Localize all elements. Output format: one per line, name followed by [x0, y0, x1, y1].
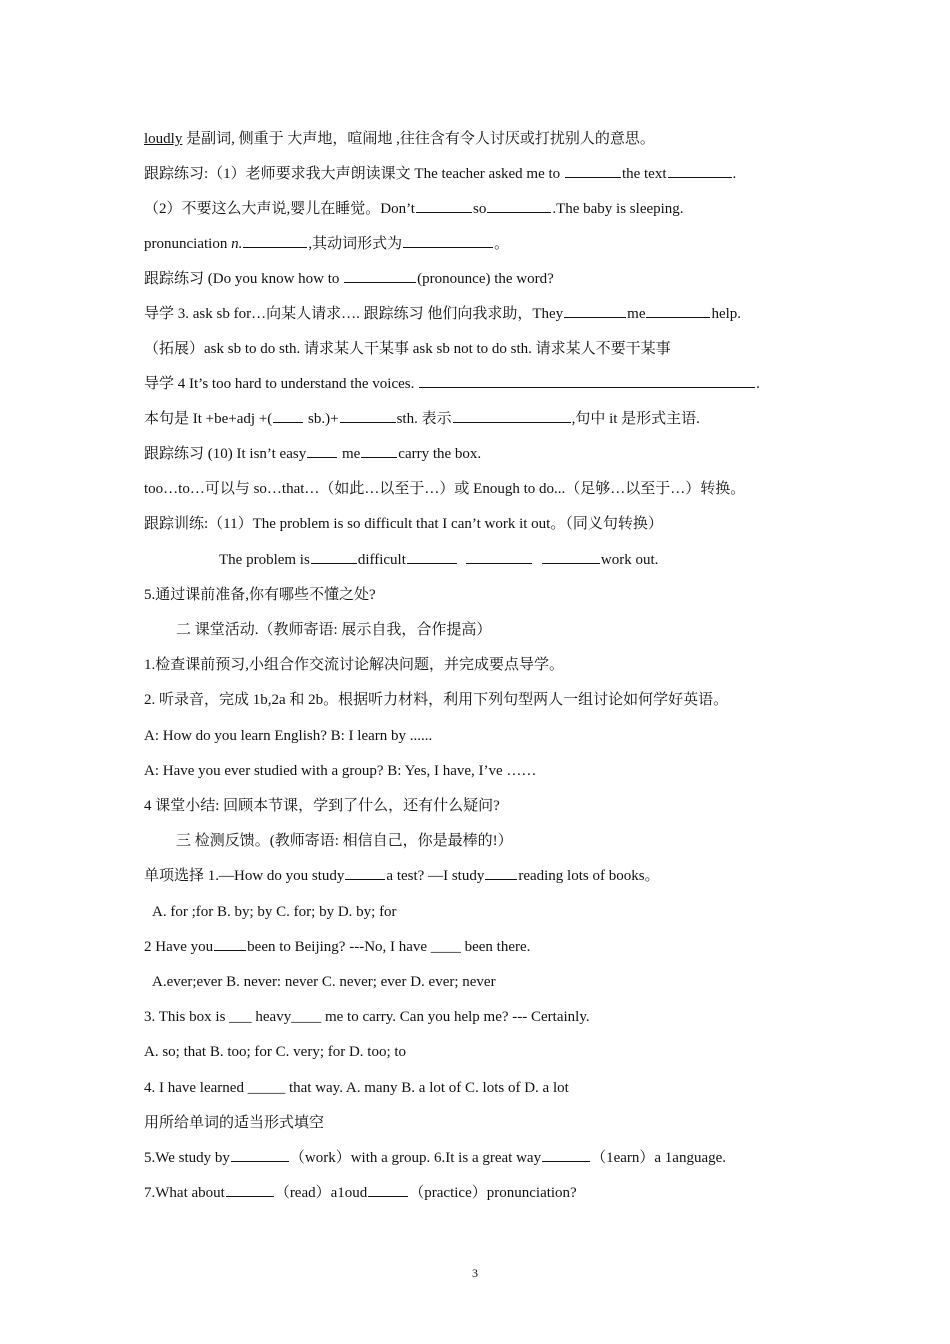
text-span: 1.检查课前预习,小组合作交流讨论解决问题，并完成要点导学。 [144, 657, 565, 673]
section-heading [176, 829, 820, 853]
text-span: n. [231, 236, 243, 252]
text-span: 5.通过课前准备,你有哪些不懂之处? [144, 587, 376, 603]
answer-blank[interactable] [564, 303, 626, 318]
text-line [144, 337, 820, 361]
text-span: 2 Have you [144, 939, 214, 955]
text-span: 单项选择 1.—How do you study [144, 868, 345, 884]
text-span: 。 [494, 236, 510, 252]
text-line [144, 794, 820, 818]
text-span: A. for ;for B. by; by C. for; by D. by; for [152, 904, 397, 920]
text-line [144, 724, 820, 748]
answer-blank[interactable] [231, 1147, 289, 1162]
text-span: sb.)+ [304, 411, 339, 427]
text-line [144, 512, 820, 536]
answer-blank[interactable] [668, 163, 732, 178]
answer-blank[interactable] [340, 408, 396, 423]
answer-blank[interactable] [344, 268, 416, 283]
answer-blank[interactable] [307, 443, 337, 458]
text-line [144, 127, 820, 151]
text-span: 跟踪练习:（1）老师要求我大声朗读课文 The teacher asked me to [144, 166, 564, 182]
text-span: A. so; that B. too; for C. very; for D. too; to [144, 1044, 407, 1060]
text-span: too…to…可以与 so…that…（如此…以至于…）或 Enough to do...（足够…以至于…）转换。 [144, 481, 746, 497]
text-span: （read）a1oud [274, 1185, 368, 1201]
answer-blank[interactable] [214, 936, 246, 951]
answer-blank[interactable] [542, 1147, 590, 1162]
answer-blank[interactable] [273, 408, 303, 423]
text-line [144, 267, 820, 291]
text-span: 三 检测反馈。(教师寄语: 相信自己，你是最棒的!） [176, 833, 513, 849]
text-line [144, 688, 820, 712]
answer-blank[interactable] [487, 198, 551, 213]
text-span: .The baby is sleeping. [552, 201, 684, 217]
answer-blank[interactable] [226, 1182, 274, 1197]
text-span: me [338, 446, 361, 462]
text-span: （1earn）a 1anguage. [591, 1150, 727, 1166]
text-span: 跟踪训练:（11）The problem is so difficult that I can’t work it out。（同义句转换） [144, 516, 663, 532]
text-line [144, 477, 820, 501]
text-line [144, 372, 820, 396]
text-span: （拓展）ask sb to do sth. 请求某人干某事 ask sb not to do sth. 请求某人不要干某事 [144, 341, 671, 357]
text-line [144, 1005, 820, 1029]
text-line [144, 759, 820, 783]
page-number: 3 [472, 1266, 478, 1280]
text-line [144, 935, 820, 959]
text-span: A.ever;ever B. never: never C. never; ever D. ever; never [152, 974, 496, 990]
text-span: 导学 4 It’s too hard to understand the voices. [144, 376, 419, 392]
text-line [144, 232, 820, 256]
text-line [144, 864, 820, 888]
text-span: ,其动词形式为 [308, 236, 403, 252]
text-line [144, 583, 820, 607]
text-span: 导学 3. ask sb for…向某人请求…. 跟踪练习 他们向我求助，They [144, 306, 564, 322]
text-line [152, 970, 820, 994]
text-span: 7.What about [144, 1185, 225, 1201]
text-span: A: How do you learn English? B: I learn by ...... [144, 728, 433, 744]
text-span: （2）不要这么大声说,婴儿在睡觉。Don’t [144, 201, 415, 217]
text-span: me [627, 306, 646, 322]
text-line [144, 197, 820, 221]
answer-blank[interactable] [485, 865, 517, 880]
answer-blank[interactable] [345, 865, 385, 880]
text-span: 4 课堂小结: 回顾本节课，学到了什么，还有什么疑问? [144, 798, 500, 814]
answer-blank[interactable] [311, 549, 357, 564]
text-span: . [756, 376, 760, 392]
text-span: A: Have you ever studied with a group? B: Yes, I have, I’ve …… [144, 763, 537, 779]
text-span: 2. 听录音，完成 1b,2a 和 2b。根据听力材料，利用下列句型两人一组讨论如何学好英语。 [144, 692, 729, 708]
answer-blank[interactable] [368, 1182, 408, 1197]
answer-blank[interactable] [361, 443, 397, 458]
answer-blank[interactable] [453, 408, 571, 423]
text-line [144, 653, 820, 677]
answer-blank[interactable] [466, 549, 532, 564]
text-span: so [472, 201, 487, 217]
text-span: 本句是 It +be+adj +( [144, 411, 273, 427]
text-span: 二 课堂活动.（教师寄语: 展示自我，合作提高） [176, 622, 492, 638]
answer-blank[interactable] [407, 549, 457, 564]
answer-blank[interactable] [419, 373, 755, 388]
section-heading [176, 618, 820, 642]
answer-blank[interactable] [542, 549, 600, 564]
text-line [144, 1181, 820, 1205]
text-span: 用所给单词的适当形式填空 [144, 1115, 325, 1131]
text-span: carry the box. [398, 446, 482, 462]
text-span: difficult [357, 552, 406, 568]
text-span: 5.We study by [144, 1150, 230, 1166]
text-line [144, 1111, 820, 1135]
text-span: 4. I have learned _____ that way. A. many B. a lot of C. lots of D. a lot [144, 1080, 569, 1096]
text-span: . [732, 166, 737, 182]
text-span: help. [711, 306, 742, 322]
text-line [144, 162, 820, 186]
answer-blank[interactable] [403, 233, 493, 248]
text-span: (pronounce) the word? [417, 271, 554, 287]
text-line [144, 407, 820, 431]
answer-blank[interactable] [416, 198, 472, 213]
text-line [144, 1146, 820, 1170]
text-span: The problem is [219, 552, 310, 568]
text-span: 是副词, 侧重于 大声地，喧闹地 ,往往含有令人讨厌或打扰别人的意思。 [182, 131, 655, 147]
text-line [152, 900, 820, 924]
text-span: been to Beijing? ---No, I have ____ been there. [247, 939, 531, 955]
text-span: （work）with a group. 6.It is a great way [289, 1150, 542, 1166]
answer-blank[interactable] [646, 303, 710, 318]
text-span: pronunciation [144, 236, 232, 252]
answer-blank[interactable] [565, 163, 621, 178]
text-span: 跟踪练习 (Do you know how to [144, 271, 344, 287]
answer-blank[interactable] [243, 233, 307, 248]
underlined-word: loudly [144, 131, 183, 147]
text-line [144, 442, 820, 466]
text-line [144, 1076, 820, 1100]
text-span: a test? —I study [386, 868, 485, 884]
text-span: the text [621, 166, 667, 182]
text-span: sth. 表示 [396, 411, 452, 427]
text-line [144, 1040, 820, 1064]
text-line [219, 548, 820, 572]
text-span: 跟踪练习 (10) It isn’t easy [144, 446, 307, 462]
text-line [144, 302, 820, 326]
text-span: work out. [600, 552, 659, 568]
text-span: 3. This box is ___ heavy____ me to carry. Can you help me? --- Certainly. [144, 1009, 590, 1025]
text-span: （practice）pronunciation? [409, 1185, 577, 1201]
text-span: reading lots of books。 [518, 868, 660, 884]
text-span: ,句中 it 是形式主语. [571, 411, 700, 427]
